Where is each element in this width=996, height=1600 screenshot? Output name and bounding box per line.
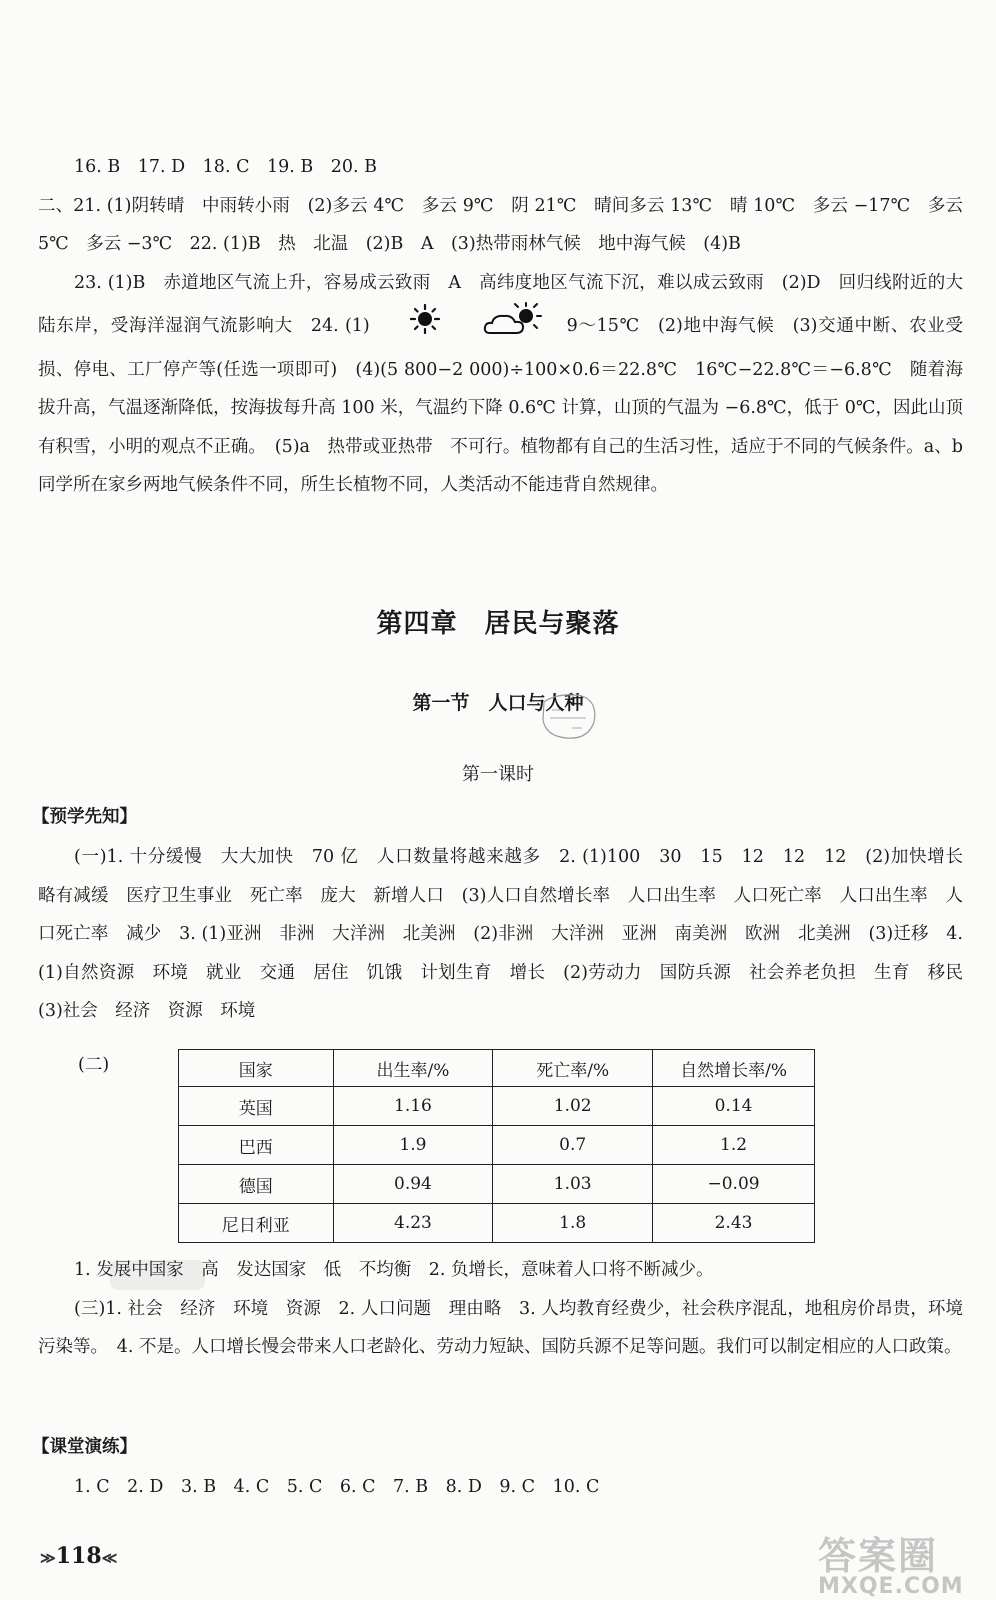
table-cell: 0.94 (333, 1165, 493, 1204)
table-cell: 1.02 (493, 1087, 653, 1126)
part-3-text: (三)1. 社会 经济 环境 资源 2. 人口问题 理由略 3. 人均教育经费少，社会秩序混乱，地租房价昂贵，环境污染等。 4. 不是。人口增长慢会带来人口老龄化、劳动力短缺、国防兵源不足等问题。我们可以制定相应的人口政策。 (38, 1298, 963, 1357)
part-2-label: (二) (78, 1055, 110, 1075)
answer-line-16-20: 16. B 17. D 18. C 19. B 20. B (74, 157, 377, 177)
table-row (179, 1126, 815, 1165)
table-cell: 1.16 (333, 1087, 493, 1126)
answer-text-23: 23. (1)B 赤道地区气流上升，容易成云致雨 A 高纬度地区气流下沉，难以成云致雨 (2)D 回归线附近的大陆东岸，受海洋湿润气流影响大 24. (1) (38, 272, 963, 336)
table-cell: 0.14 (653, 1087, 815, 1126)
watermark-en: MXQE.COM (818, 1574, 964, 1599)
table-header-birth-rate: 出生率/% (333, 1050, 493, 1087)
table-header-row (179, 1050, 815, 1087)
preview-part-1 (38, 838, 981, 1031)
table-header-death-rate: 死亡率/% (493, 1050, 653, 1087)
table-header-natural-growth: 自然增长率/% (653, 1050, 815, 1087)
page-number-text: 118 (55, 1543, 102, 1569)
table-cell: 尼日利亚 (179, 1204, 334, 1243)
table-row (179, 1165, 815, 1204)
table-cell: 1.2 (653, 1126, 815, 1165)
left-ornament-icon: ≫ (40, 1549, 56, 1567)
table-cell: 德国 (179, 1165, 334, 1204)
lesson-title: 第一课时 (462, 764, 534, 785)
answers-top-block (38, 148, 963, 505)
table-cell: −0.09 (653, 1165, 815, 1204)
page-number (40, 1543, 117, 1569)
table-row (179, 1087, 815, 1126)
table-header-country: 国家 (179, 1050, 334, 1087)
table-cell: 巴西 (179, 1126, 334, 1165)
partly-cloudy-icon (446, 302, 546, 351)
answer-line-23-24 (38, 264, 963, 505)
table-cell: 0.7 (493, 1126, 653, 1165)
table-cell: 2.43 (653, 1204, 815, 1243)
table-cell: 1.9 (333, 1126, 493, 1165)
preview-part-1-text: (一)1. 十分缓慢 大大加快 70 亿 人口数量将越来越多 2. (1)100 30 15 12 12 12 (2)加快增长 略有减缓 医疗卫生事业 死亡率 庞大 新增人口 (3)人口自然增长率 人口出生率 人口死亡率 人口出生率 人口死亡率 减少 3. (1)亚洲 非洲 大洋洲 北美洲 (2)非洲 大洋洲 亚洲 南美洲 欧洲 北美洲 (3)迁移 4. (1)自然资源 环境 就业 交通 居住 饥饿 计划生育 增长 (2)劳动力 国防兵源 社会养老负担 生育 移民 (3)社会 经济 资源 环境 (38, 847, 981, 1021)
answer-text-24: 9～15℃ (2)地中海气候 (3)交通中断、农业受损、停电、工厂停产等(任选一项即可) (4)(5 800−2 000)÷100×0.6＝22.8℃ 16℃−22.8℃＝−6.8℃ 随着海拔升高，气温逐渐降低，按海拔每升高 100 米，气温约下降 0.6℃ 计算，山顶的气温为 −6.8℃，低于 0℃，因此山顶有积雪，小明的观点不正确。 (5)a 热带或亚热带 不可行。植物都有自己的生活习性，适应于不同的气候条件。a、b 同学所在家乡两地气候条件不同，所生长植物不同，人类活动不能违背自然规律。 (38, 315, 963, 495)
chapter-title: 第四章 居民与聚落 (376, 609, 620, 639)
class-answers-block (38, 1468, 963, 1507)
table-cell: 英国 (179, 1087, 334, 1126)
table-row (179, 1204, 815, 1243)
answer-line-21-22: 二、21. (1)阴转晴 中雨转小雨 (2)多云 4℃ 多云 9℃ 阴 21℃ 晴间多云 13℃ 晴 10℃ 多云 −17℃ 多云 5℃ 多云 −3℃ 22. (1)B 热 北温 (2)B A (3)热带雨林气候 地中海气候 (4)B (38, 195, 963, 254)
table-cell: 1.03 (493, 1165, 653, 1204)
population-table (178, 1049, 815, 1243)
table-cell: 4.23 (333, 1204, 493, 1243)
heading-preview: 【预学先知】 (32, 807, 137, 827)
table-cell: 1.8 (493, 1204, 653, 1243)
section-title: 第一节 人口与人种 (412, 692, 584, 714)
seal-stamp (538, 692, 600, 749)
preview-part-2-3 (38, 1251, 963, 1367)
sunny-icon (372, 304, 442, 349)
right-ornament-icon: ≪ (101, 1549, 118, 1567)
watermark-logo (818, 1525, 978, 1599)
class-answers-text: 1. C 2. D 3. B 4. C 5. C 6. C 7. B 8. D 9. C 10. C (74, 1477, 600, 1497)
heading-class-practice: 【课堂演练】 (32, 1437, 137, 1457)
after-table-text: 1. 发展中国家 高 发达国家 低 不均衡 2. 负增长，意味着人口将不断减少。 (74, 1260, 714, 1280)
watermark-cn: 答案圈 (818, 1534, 939, 1578)
